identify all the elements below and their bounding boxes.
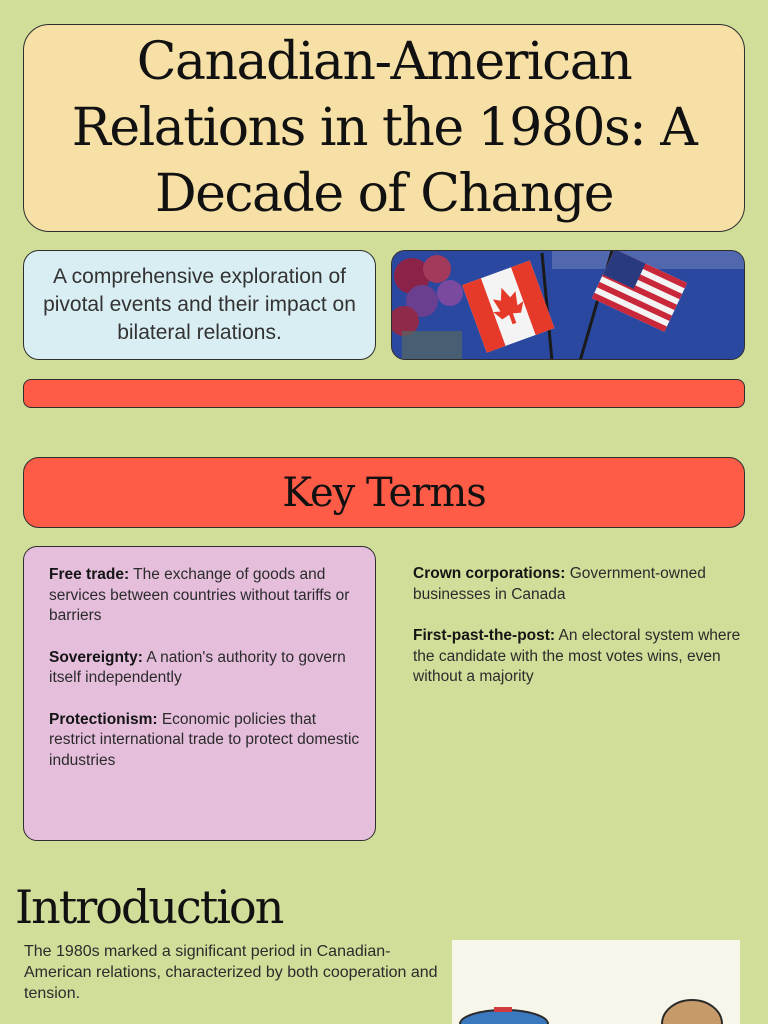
key-terms-left-box [23, 546, 376, 841]
term-definition: An electoral system where the candidate with the most votes wins, even without a majority [413, 627, 741, 685]
term-definition: A nation's authority to govern itself independently [49, 648, 346, 686]
title-banner [23, 24, 745, 232]
flags-photo [391, 250, 745, 360]
term-free-trade [49, 565, 365, 627]
term-definition: Government-owned businesses in Canada [413, 565, 706, 603]
term-sovereignty [49, 648, 365, 689]
term-definition: The exchange of goods and services between countries without tariffs or barriers [49, 566, 350, 624]
term-protectionism [49, 710, 365, 772]
term-crown-corporations [413, 564, 743, 605]
subtitle-text: A comprehensive exploration of pivotal events and their impact on bilateral relations. [43, 265, 356, 344]
flags-illustration [392, 251, 745, 360]
introduction-illustration [452, 940, 740, 1024]
term-label: Protectionism: [49, 710, 158, 728]
subtitle-box [23, 250, 376, 360]
term-definition: Economic policies that restrict international trade to protect domestic industries [49, 710, 360, 769]
key-terms-heading: Key Terms [282, 469, 486, 516]
key-terms-right-column [413, 564, 743, 709]
introduction-text: The 1980s marked a significant period in Canadian-American relations, characterized by both cooperation and tension. [24, 943, 438, 1002]
key-terms-banner [23, 457, 745, 528]
page-title: Canadian-American Relations in the 1980s: A Decade of Change [71, 32, 697, 224]
term-label: Sovereignty: [49, 648, 143, 666]
introduction-heading: Introduction [15, 880, 283, 934]
term-first-past-the-post [413, 626, 743, 688]
term-label: Crown corporations: [413, 565, 566, 582]
cartoon-illustration [452, 940, 740, 1024]
accent-divider-bar [23, 379, 745, 408]
term-label: Free trade: [49, 566, 130, 583]
term-label: First-past-the-post: [413, 627, 556, 644]
